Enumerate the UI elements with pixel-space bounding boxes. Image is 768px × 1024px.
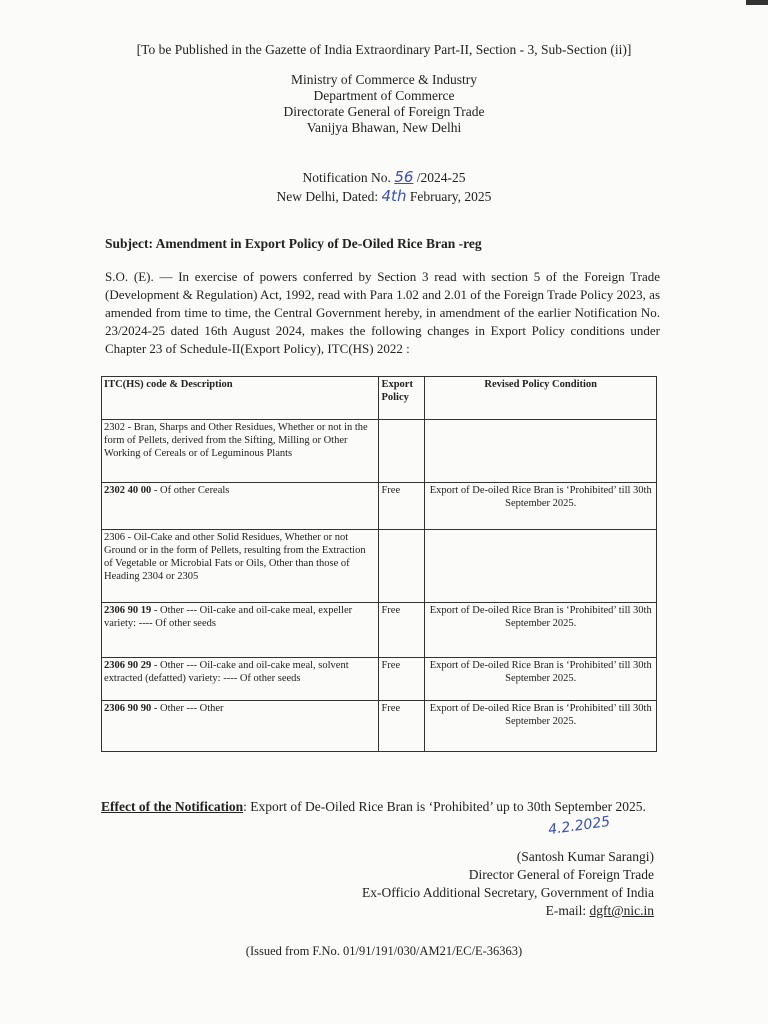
handwritten-number: 56 [394, 168, 414, 186]
notification-block [0, 168, 768, 206]
table-row [102, 530, 657, 603]
signatory-name: (Santosh Kumar Sarangi) [516, 849, 654, 864]
table-row [102, 420, 657, 483]
effect-text: : Export of De-Oiled Rice Bran is ‘Prohibited’ up to 30th September 2025. [243, 799, 646, 814]
handwritten-signature: 4.2.2025 [547, 813, 612, 839]
handwritten-day: 4th [381, 187, 407, 205]
cell-condition: Export of De-oiled Rice Bran is ‘Prohibited’ till 30th September 2025. [425, 658, 657, 701]
subject-line: Subject: Amendment in Export Policy of De-Oiled Rice Bran -reg [105, 236, 482, 251]
table-header-row [102, 377, 657, 420]
signatory-title: Director General of Foreign Trade [468, 867, 654, 882]
header-export-policy: Export Policy [379, 377, 425, 420]
email-link[interactable]: dgft@nic.in [589, 903, 654, 918]
table-row [102, 658, 657, 701]
cell-policy: Free [379, 701, 425, 752]
cell-policy [379, 530, 425, 603]
notification-date: New Delhi, Dated: 4th February, 2025 [276, 187, 492, 205]
table-row [102, 483, 657, 530]
policy-table [101, 376, 657, 752]
cell-description: 2306 90 19 - Other --- Oil-cake and oil-cake meal, expeller variety: ---- Of other seeds [102, 603, 379, 658]
effect-label: Effect of the Notification [101, 799, 244, 814]
cell-description: 2302 40 00 - Of other Cereals [102, 483, 379, 530]
signatory-email: E-mail: dgft@nic.in [545, 903, 654, 918]
cell-policy [379, 420, 425, 483]
ministry-name: Ministry of Commerce & Industry [291, 72, 477, 87]
effect-of-notification [101, 798, 657, 815]
cell-policy: Free [379, 603, 425, 658]
gazette-line: [To be Published in the Gazette of India Extraordinary Part-II, Section - 3, Sub-Section (ii)] [136, 42, 632, 57]
directorate-name: Directorate General of Foreign Trade [283, 104, 485, 119]
signatory-block [300, 848, 654, 920]
table-row [102, 701, 657, 752]
notification-number: Notification No. 56 /2024-25 [302, 168, 466, 186]
cell-description: 2306 90 29 - Other --- Oil-cake and oil-cake meal, solvent extracted (defatted) variety: ---- Of other seeds [102, 658, 379, 701]
cell-description: 2302 - Bran, Sharps and Other Residues, Whether or not in the form of Pellets, derived from the Sifting, Milling or Other Working of Cereals or of Leguminous Plants [102, 420, 379, 483]
header-itc-code: ITC(HS) code & Description [102, 377, 379, 420]
office-address: Vanijya Bhawan, New Delhi [306, 120, 462, 135]
table-row [102, 603, 657, 658]
body-paragraph: S.O. (E). — In exercise of powers conferred by Section 3 read with section 5 of the Foreign Trade (Development & Regulation) Act, 1992, read with Para 1.02 and 2.01 of the Foreign Trade Policy 2023, as amended from time to time, the Central Government hereby, in amendment of the earlier Notification No. 23/2024-25 dated 16th August 2024, makes the following changes in Export Policy conditions under Chapter 23 of Schedule-II(Export Policy), ITC(HS) 2022 : [105, 269, 660, 356]
cell-condition [425, 530, 657, 603]
cell-condition: Export of De-oiled Rice Bran is ‘Prohibited’ till 30th September 2025. [425, 701, 657, 752]
signatory-ex-officio: Ex-Officio Additional Secretary, Government of India [361, 885, 654, 900]
cell-condition: Export of De-oiled Rice Bran is ‘Prohibited’ till 30th September 2025. [425, 603, 657, 658]
cell-condition: Export of De-oiled Rice Bran is ‘Prohibited’ till 30th September 2025. [425, 483, 657, 530]
corner-mark [746, 0, 768, 5]
cell-policy: Free [379, 658, 425, 701]
cell-description: 2306 - Oil-Cake and other Solid Residues, Whether or not Ground or in the form of Pellets, resulting from the Extraction of Vegetable or Microbial Fats or Oils, Other than those of Heading 2304 or 2305 [102, 530, 379, 603]
issued-from-line: (Issued from F.No. 01/91/191/030/AM21/EC/E-36363) [245, 944, 523, 958]
cell-policy: Free [379, 483, 425, 530]
header-revised-condition: Revised Policy Condition [425, 377, 657, 420]
cell-description: 2306 90 90 - Other --- Other [102, 701, 379, 752]
ministry-header [0, 72, 768, 136]
cell-condition [425, 420, 657, 483]
department-name: Department of Commerce [313, 88, 455, 103]
